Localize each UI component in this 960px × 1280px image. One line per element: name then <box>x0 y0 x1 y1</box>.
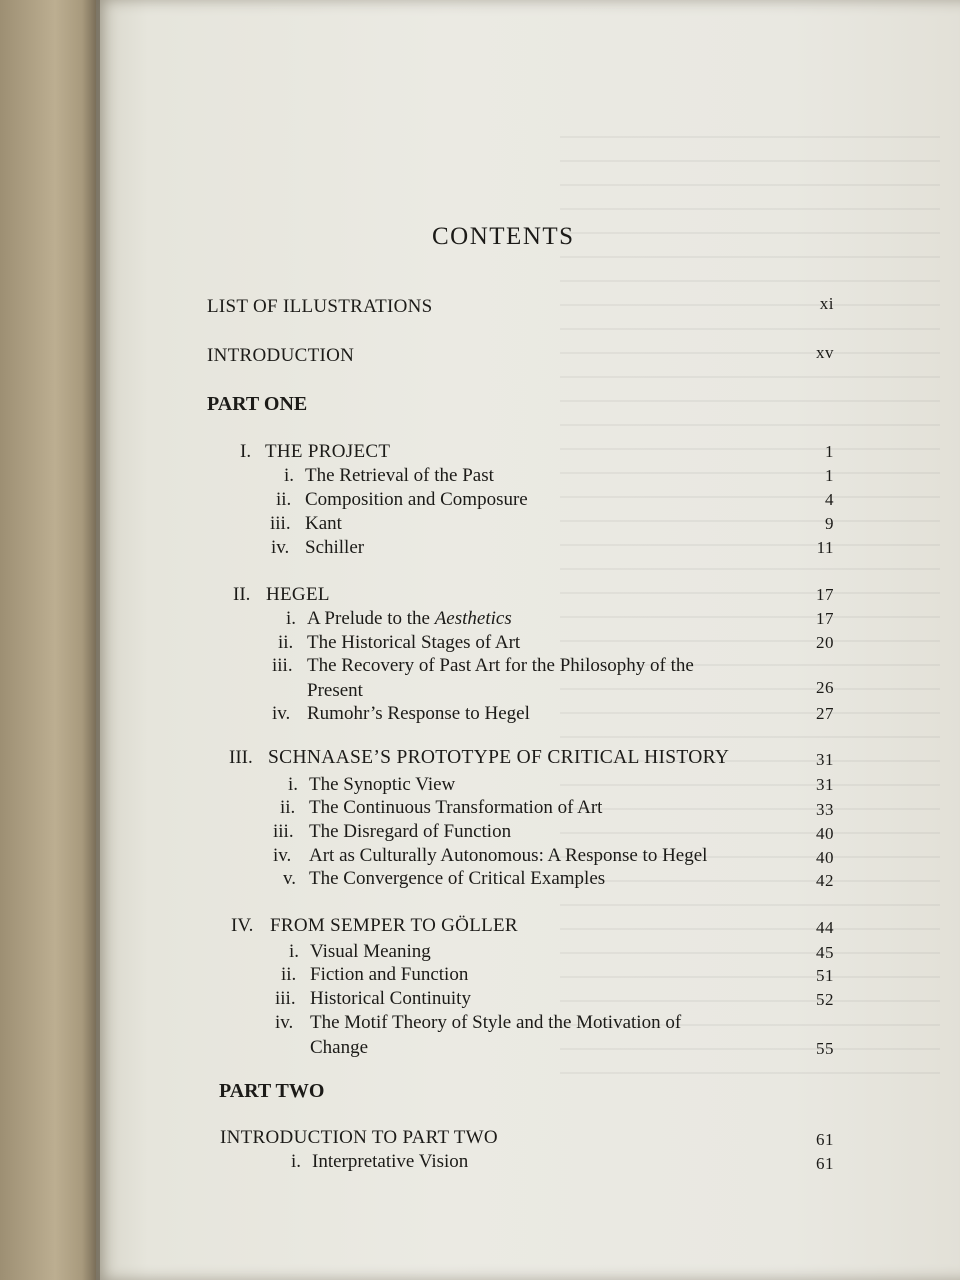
section-title: Schiller <box>305 537 365 558</box>
page-number: 4 <box>825 490 834 509</box>
section-title: The Retrieval of the Past <box>305 465 494 486</box>
page-number: 40 <box>816 824 834 843</box>
section-title: Visual Meaning <box>310 941 431 962</box>
section-title: The Recovery of Past Art for the Philosophy of the <box>307 655 694 676</box>
section-number: iv. <box>271 537 290 558</box>
section-number: i. <box>291 1151 302 1172</box>
section-title <box>307 608 512 630</box>
chapter-number: IV. <box>231 915 254 936</box>
section-number: iv. <box>275 1012 294 1033</box>
section-number: iii. <box>270 513 291 534</box>
section-number: iii. <box>275 988 296 1009</box>
toc-entry-introduction: INTRODUCTION <box>207 345 355 366</box>
section-title-continuation: Present <box>307 680 363 701</box>
section-title: Composition and Composure <box>305 489 528 510</box>
section-title: The Synoptic View <box>309 774 456 795</box>
page-number: 61 <box>816 1154 834 1173</box>
section-title-italic: Aesthetics <box>434 608 512 629</box>
section-title: Interpretative Vision <box>312 1151 469 1172</box>
page-number: 31 <box>816 750 834 769</box>
section-number: iii. <box>273 821 294 842</box>
page-number: 61 <box>816 1130 834 1149</box>
chapter-title: SCHNAASE’S PROTOTYPE OF CRITICAL HISTORY <box>268 747 730 768</box>
section-number: i. <box>289 941 300 962</box>
page-number: 20 <box>816 633 834 652</box>
page-number: 45 <box>816 943 834 962</box>
section-number: iv. <box>273 845 292 866</box>
chapter-title: INTRODUCTION TO PART TWO <box>220 1127 498 1148</box>
section-number: iii. <box>272 655 293 676</box>
chapter-number: I. <box>240 441 252 462</box>
section-title: The Convergence of Critical Examples <box>309 868 606 889</box>
section-number: i. <box>286 608 297 629</box>
chapter-title: THE PROJECT <box>265 441 391 462</box>
part-heading: PART TWO <box>219 1080 325 1102</box>
page-number: 1 <box>825 442 834 461</box>
section-title-continuation: Change <box>310 1037 369 1058</box>
chapter-number: III. <box>229 747 253 768</box>
toc-entry-list-of-illustrations: LIST OF ILLUSTRATIONS <box>207 296 433 317</box>
section-title: The Disregard of Function <box>309 821 512 842</box>
page-number: 11 <box>816 538 834 557</box>
page-number: 52 <box>816 990 834 1009</box>
page-title: CONTENTS <box>432 223 575 250</box>
section-title: Art as Culturally Autonomous: A Response to Hegel <box>309 845 708 866</box>
page-number: 9 <box>825 514 834 533</box>
section-title-text: A Prelude to the <box>307 608 435 629</box>
section-number: ii. <box>278 632 294 653</box>
section-number: iv. <box>272 703 291 724</box>
section-title: The Motif Theory of Style and the Motivation of <box>310 1012 682 1033</box>
page-number: 44 <box>816 918 834 937</box>
chapter-title: HEGEL <box>266 584 330 605</box>
page-number: 17 <box>816 585 834 604</box>
page-number: 27 <box>816 704 834 723</box>
page-number: xi <box>819 294 834 313</box>
section-number: ii. <box>280 797 296 818</box>
section-title: Historical Continuity <box>310 988 471 1009</box>
section-number: ii. <box>281 964 297 985</box>
page-number: 51 <box>816 966 834 985</box>
page-number: 40 <box>816 848 834 867</box>
part-heading: PART ONE <box>207 393 308 415</box>
page-number: 26 <box>816 678 834 697</box>
section-title: The Historical Stages of Art <box>307 632 521 653</box>
page-number: xv <box>816 343 834 362</box>
section-title: Kant <box>305 513 342 534</box>
section-number: ii. <box>276 489 292 510</box>
chapter-title: FROM SEMPER TO GÖLLER <box>270 915 518 936</box>
section-title: The Continuous Transformation of Art <box>309 797 603 818</box>
page-number: 31 <box>816 775 834 794</box>
section-number: i. <box>288 774 299 795</box>
section-title: Rumohr’s Response to Hegel <box>307 703 530 724</box>
section-number: v. <box>283 868 297 889</box>
page-number: 33 <box>816 800 834 819</box>
page-number: 42 <box>816 871 834 890</box>
chapter-number: II. <box>233 584 251 605</box>
section-number: i. <box>284 465 295 486</box>
page-number: 55 <box>816 1039 834 1058</box>
section-title: Fiction and Function <box>310 964 469 985</box>
page-number: 1 <box>825 466 834 485</box>
page-number: 17 <box>816 609 834 628</box>
